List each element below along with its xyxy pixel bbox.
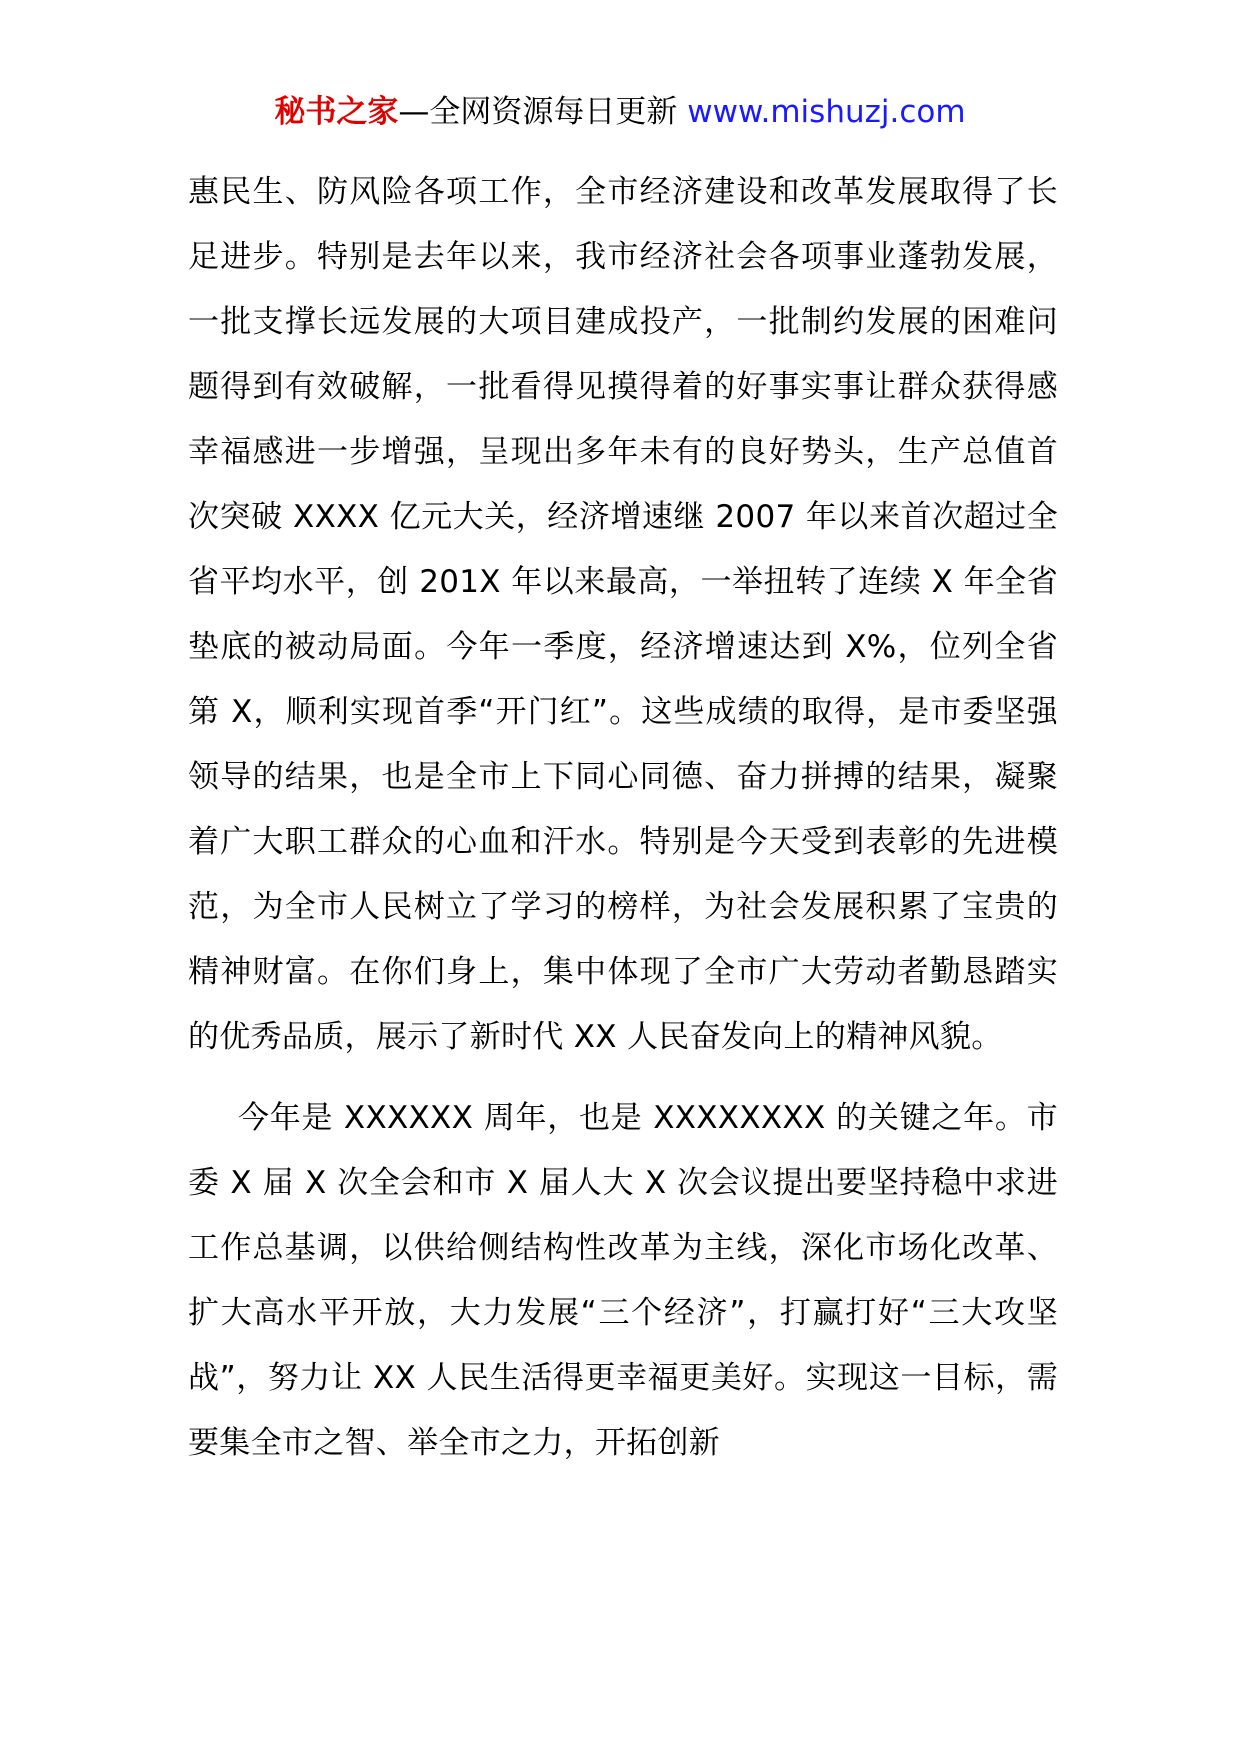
site-brand[interactable]: 秘书之家 <box>274 94 399 130</box>
body-paragraph-1: 惠民生、防风险各项工作，全市经济建设和改革发展取得了长足进步。特别是去年以来，我市经济社会各项事业蓬勃发展，一批支撑长远发展的大项目建成投产，一批制约发展的困难问题得到有效破解，一批看得见摸得着的好事实事让群众获得感幸福感进一步增强，呈现出多年未有的良好势头，生产总值首次突破 XXXX 亿元大关，经济增速继 2007 年以来首次超过全省平均水平，创 201X 年以来最高，一举扭转了连续 X 年全省垫底的被动局面。今年一季度，经济增速达到 X%，位列全省第 X，顺利实现首季“开门红”。这些成绩的取得，是市委坚强领导的结果，也是全市上下同心同德、奋力拼搏的结果，凝聚着广大职工群众的心血和汗水。特别是今天受到表彰的先进模范，为全市人民树立了学习的榜样，为社会发展积累了宝贵的精神财富。在你们身上，集中体现了全市广大劳动者勤恳踏实的优秀品质，展示了新时代 XX 人民奋发向上的精神风貌。 <box>188 174 1058 1055</box>
site-header <box>0 92 1240 132</box>
site-tagline: —全网资源每日更新 <box>398 94 688 130</box>
body-paragraph-2: 今年是 XXXXXX 周年，也是 XXXXXXXX 的关键之年。市委 X 届 X 次全会和市 X 届人大 X 次会议提出要坚持稳中求进工作总基调，以供给侧结构性改革为主线，深化市场化改革、扩大高水平开放，大力发展“三个经济”，打赢打好“三大攻坚战”，努力让 XX 人民生活得更幸福更美好。实现这一目标，需要集全市之智、举全市之力，开拓创新 <box>188 1100 1058 1461</box>
site-url-link[interactable]: www.mishuzj.com <box>687 94 966 130</box>
document-body <box>188 160 1058 1476</box>
